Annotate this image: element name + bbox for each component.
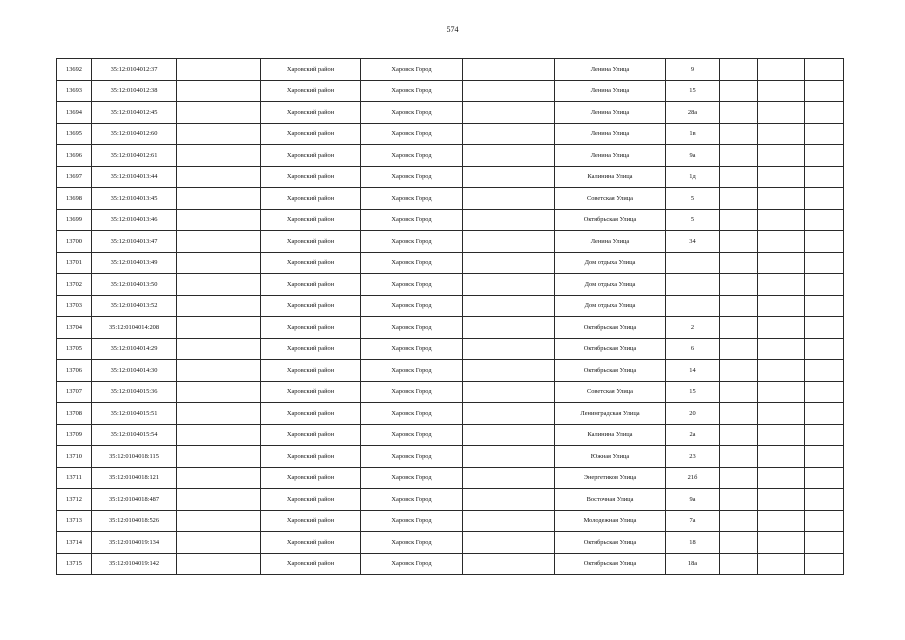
district-cell: Харовский район [261,553,361,575]
cadastral-number-cell: 35:12:0104013:49 [92,252,177,274]
empty-cell [720,424,758,446]
district-cell: Харовский район [261,489,361,511]
district-cell: Харовский район [261,231,361,253]
street-cell: Ленина Улица [555,145,666,167]
row-number-cell: 13713 [57,510,92,532]
cadastral-number-cell: 35:12:0104018:526 [92,510,177,532]
street-cell: Энергетиков Улица [555,467,666,489]
empty-cell [720,231,758,253]
empty-cell [758,489,805,511]
street-cell: Советская Улица [555,188,666,210]
locality-cell [463,403,555,425]
table-row [57,295,844,317]
empty-cell [177,317,261,339]
locality-cell [463,489,555,511]
empty-cell [177,80,261,102]
cadastral-number-cell: 35:12:0104014:29 [92,338,177,360]
row-number-cell: 13706 [57,360,92,382]
empty-cell [720,274,758,296]
empty-cell [758,80,805,102]
empty-cell [720,510,758,532]
empty-cell [177,510,261,532]
empty-cell [805,209,844,231]
district-cell: Харовский район [261,166,361,188]
empty-cell [805,532,844,554]
city-cell: Харовск Город [361,231,463,253]
row-number-cell: 13699 [57,209,92,231]
street-cell: Октябрьская Улица [555,553,666,575]
city-cell: Харовск Город [361,381,463,403]
empty-cell [805,424,844,446]
empty-cell [805,145,844,167]
street-cell: Южная Улица [555,446,666,468]
street-cell: Ленина Улица [555,80,666,102]
empty-cell [805,381,844,403]
locality-cell [463,360,555,382]
row-number-cell: 13701 [57,252,92,274]
house-number-cell: 1в [666,123,720,145]
table-row [57,467,844,489]
house-number-cell: 15 [666,381,720,403]
district-cell: Харовский район [261,317,361,339]
table-row [57,338,844,360]
empty-cell [177,467,261,489]
empty-cell [758,59,805,81]
street-cell: Дом отдыха Улица [555,274,666,296]
city-cell: Харовск Город [361,123,463,145]
locality-cell [463,424,555,446]
district-cell: Харовский район [261,102,361,124]
city-cell: Харовск Город [361,59,463,81]
empty-cell [177,274,261,296]
district-cell: Харовский район [261,59,361,81]
empty-cell [758,274,805,296]
cadastral-number-cell: 35:12:0104015:51 [92,403,177,425]
row-number-cell: 13696 [57,145,92,167]
house-number-cell: 28а [666,102,720,124]
empty-cell [758,403,805,425]
city-cell: Харовск Город [361,295,463,317]
table-row [57,252,844,274]
district-cell: Харовский район [261,532,361,554]
street-cell: Октябрьская Улица [555,532,666,554]
empty-cell [805,102,844,124]
locality-cell [463,295,555,317]
house-number-cell: 23 [666,446,720,468]
city-cell: Харовск Город [361,188,463,210]
city-cell: Харовск Город [361,424,463,446]
house-number-cell: 6 [666,338,720,360]
cadastral-number-cell: 35:12:0104013:50 [92,274,177,296]
district-cell: Харовский район [261,123,361,145]
empty-cell [805,188,844,210]
empty-cell [805,338,844,360]
page-number: 574 [446,25,459,34]
empty-cell [805,489,844,511]
cadastral-number-cell: 35:12:0104013:46 [92,209,177,231]
house-number-cell: 5 [666,209,720,231]
empty-cell [805,252,844,274]
empty-cell [758,209,805,231]
empty-cell [805,166,844,188]
city-cell: Харовск Город [361,145,463,167]
locality-cell [463,467,555,489]
district-cell: Харовский район [261,403,361,425]
city-cell: Харовск Город [361,317,463,339]
house-number-cell: 18а [666,553,720,575]
house-number-cell: 20 [666,403,720,425]
street-cell: Октябрьская Улица [555,209,666,231]
empty-cell [758,467,805,489]
row-number-cell: 13702 [57,274,92,296]
empty-cell [177,295,261,317]
empty-cell [758,145,805,167]
street-cell: Ленина Улица [555,231,666,253]
empty-cell [720,446,758,468]
city-cell: Харовск Город [361,467,463,489]
district-cell: Харовский район [261,209,361,231]
locality-cell [463,209,555,231]
empty-cell [177,489,261,511]
table-row [57,553,844,575]
registry-table-body [57,59,844,575]
table-row [57,317,844,339]
cadastral-number-cell: 35:12:0104012:38 [92,80,177,102]
row-number-cell: 13703 [57,295,92,317]
house-number-cell: 15 [666,80,720,102]
house-number-cell [666,252,720,274]
table-row [57,489,844,511]
empty-cell [805,295,844,317]
empty-cell [805,403,844,425]
empty-cell [758,553,805,575]
city-cell: Харовск Город [361,274,463,296]
locality-cell [463,166,555,188]
empty-cell [720,553,758,575]
row-number-cell: 13705 [57,338,92,360]
locality-cell [463,252,555,274]
house-number-cell: 9а [666,489,720,511]
empty-cell [720,80,758,102]
cadastral-number-cell: 35:12:0104014:30 [92,360,177,382]
street-cell: Ленинградская Улица [555,403,666,425]
city-cell: Харовск Город [361,532,463,554]
district-cell: Харовский район [261,360,361,382]
cadastral-number-cell: 35:12:0104018:121 [92,467,177,489]
district-cell: Харовский район [261,510,361,532]
empty-cell [758,381,805,403]
street-cell: Октябрьская Улица [555,317,666,339]
district-cell: Харовский район [261,80,361,102]
district-cell: Харовский район [261,188,361,210]
empty-cell [758,510,805,532]
city-cell: Харовск Город [361,553,463,575]
locality-cell [463,145,555,167]
house-number-cell [666,295,720,317]
table-row [57,188,844,210]
empty-cell [758,231,805,253]
cadastral-number-cell: 35:12:0104015:36 [92,381,177,403]
house-number-cell [666,274,720,296]
house-number-cell: 18 [666,532,720,554]
table-row [57,403,844,425]
empty-cell [805,553,844,575]
street-cell: Ленина Улица [555,102,666,124]
row-number-cell: 13707 [57,381,92,403]
empty-cell [720,145,758,167]
table-row [57,80,844,102]
empty-cell [720,381,758,403]
locality-cell [463,446,555,468]
row-number-cell: 13694 [57,102,92,124]
locality-cell [463,338,555,360]
cadastral-number-cell: 35:12:0104019:134 [92,532,177,554]
registry-table [56,58,844,575]
street-cell: Октябрьская Улица [555,360,666,382]
empty-cell [177,231,261,253]
row-number-cell: 13692 [57,59,92,81]
empty-cell [758,123,805,145]
street-cell: Восточная Улица [555,489,666,511]
empty-cell [758,317,805,339]
cadastral-number-cell: 35:12:0104012:61 [92,145,177,167]
row-number-cell: 13709 [57,424,92,446]
district-cell: Харовский район [261,381,361,403]
empty-cell [758,102,805,124]
district-cell: Харовский район [261,295,361,317]
row-number-cell: 13693 [57,80,92,102]
empty-cell [758,166,805,188]
empty-cell [805,317,844,339]
table-row [57,145,844,167]
empty-cell [177,553,261,575]
table-row [57,102,844,124]
table-row [57,381,844,403]
empty-cell [720,360,758,382]
empty-cell [720,489,758,511]
table-row [57,274,844,296]
locality-cell [463,532,555,554]
empty-cell [758,252,805,274]
street-cell: Ленина Улица [555,59,666,81]
house-number-cell: 5 [666,188,720,210]
street-cell: Калинина Улица [555,166,666,188]
empty-cell [805,360,844,382]
empty-cell [177,166,261,188]
empty-cell [720,532,758,554]
row-number-cell: 13712 [57,489,92,511]
locality-cell [463,553,555,575]
row-number-cell: 13710 [57,446,92,468]
row-number-cell: 13714 [57,532,92,554]
city-cell: Харовск Город [361,446,463,468]
table-row [57,424,844,446]
table-row [57,59,844,81]
table-row [57,532,844,554]
empty-cell [805,446,844,468]
street-cell: Молодежная Улица [555,510,666,532]
city-cell: Харовск Город [361,102,463,124]
city-cell: Харовск Город [361,360,463,382]
street-cell: Советская Улица [555,381,666,403]
table-row [57,166,844,188]
empty-cell [720,123,758,145]
locality-cell [463,510,555,532]
empty-cell [720,467,758,489]
empty-cell [805,510,844,532]
empty-cell [177,59,261,81]
locality-cell [463,188,555,210]
locality-cell [463,231,555,253]
empty-cell [720,166,758,188]
row-number-cell: 13715 [57,553,92,575]
empty-cell [177,424,261,446]
empty-cell [177,360,261,382]
empty-cell [720,59,758,81]
empty-cell [805,274,844,296]
table-row [57,360,844,382]
empty-cell [805,123,844,145]
house-number-cell: 9а [666,145,720,167]
empty-cell [177,446,261,468]
city-cell: Харовск Город [361,338,463,360]
cadastral-number-cell: 35:12:0104013:52 [92,295,177,317]
empty-cell [805,59,844,81]
empty-cell [758,338,805,360]
district-cell: Харовский район [261,145,361,167]
empty-cell [805,231,844,253]
empty-cell [758,360,805,382]
cadastral-number-cell: 35:12:0104012:37 [92,59,177,81]
empty-cell [758,532,805,554]
cadastral-number-cell: 35:12:0104013:47 [92,231,177,253]
empty-cell [805,80,844,102]
city-cell: Харовск Город [361,166,463,188]
locality-cell [463,381,555,403]
street-cell: Дом отдыха Улица [555,295,666,317]
house-number-cell: 7а [666,510,720,532]
row-number-cell: 13698 [57,188,92,210]
table-row [57,231,844,253]
empty-cell [720,317,758,339]
house-number-cell: 14 [666,360,720,382]
house-number-cell: 9 [666,59,720,81]
city-cell: Харовск Город [361,252,463,274]
empty-cell [758,424,805,446]
district-cell: Харовский район [261,274,361,296]
street-cell: Октябрьская Улица [555,338,666,360]
empty-cell [177,403,261,425]
city-cell: Харовск Город [361,403,463,425]
empty-cell [177,381,261,403]
district-cell: Харовский район [261,338,361,360]
cadastral-number-cell: 35:12:0104012:45 [92,102,177,124]
empty-cell [720,295,758,317]
empty-cell [720,188,758,210]
locality-cell [463,80,555,102]
house-number-cell: 2а [666,424,720,446]
cadastral-number-cell: 35:12:0104018:487 [92,489,177,511]
table-row [57,123,844,145]
city-cell: Харовск Город [361,510,463,532]
house-number-cell: 21б [666,467,720,489]
empty-cell [177,532,261,554]
empty-cell [805,467,844,489]
row-number-cell: 13695 [57,123,92,145]
row-number-cell: 13708 [57,403,92,425]
empty-cell [177,209,261,231]
empty-cell [758,295,805,317]
cadastral-number-cell: 35:12:0104015:54 [92,424,177,446]
empty-cell [177,338,261,360]
locality-cell [463,317,555,339]
empty-cell [720,102,758,124]
city-cell: Харовск Город [361,209,463,231]
empty-cell [177,102,261,124]
street-cell: Калинина Улица [555,424,666,446]
row-number-cell: 13700 [57,231,92,253]
empty-cell [758,188,805,210]
district-cell: Харовский район [261,424,361,446]
house-number-cell: 34 [666,231,720,253]
street-cell: Ленина Улица [555,123,666,145]
empty-cell [177,188,261,210]
empty-cell [720,403,758,425]
table-row [57,446,844,468]
empty-cell [177,123,261,145]
locality-cell [463,102,555,124]
district-cell: Харовский район [261,467,361,489]
row-number-cell: 13711 [57,467,92,489]
row-number-cell: 13704 [57,317,92,339]
empty-cell [720,338,758,360]
cadastral-number-cell: 35:12:0104013:44 [92,166,177,188]
table-row [57,209,844,231]
empty-cell [720,209,758,231]
empty-cell [177,145,261,167]
cadastral-number-cell: 35:12:0104018:115 [92,446,177,468]
city-cell: Харовск Город [361,489,463,511]
row-number-cell: 13697 [57,166,92,188]
cadastral-number-cell: 35:12:0104013:45 [92,188,177,210]
locality-cell [463,123,555,145]
locality-cell [463,274,555,296]
district-cell: Харовский район [261,446,361,468]
district-cell: Харовский район [261,252,361,274]
locality-cell [463,59,555,81]
empty-cell [758,446,805,468]
cadastral-number-cell: 35:12:0104014:208 [92,317,177,339]
street-cell: Дом отдыха Улица [555,252,666,274]
cadastral-number-cell: 35:12:0104012:60 [92,123,177,145]
city-cell: Харовск Город [361,80,463,102]
empty-cell [177,252,261,274]
table-row [57,510,844,532]
house-number-cell: 1д [666,166,720,188]
house-number-cell: 2 [666,317,720,339]
cadastral-number-cell: 35:12:0104019:142 [92,553,177,575]
empty-cell [720,252,758,274]
